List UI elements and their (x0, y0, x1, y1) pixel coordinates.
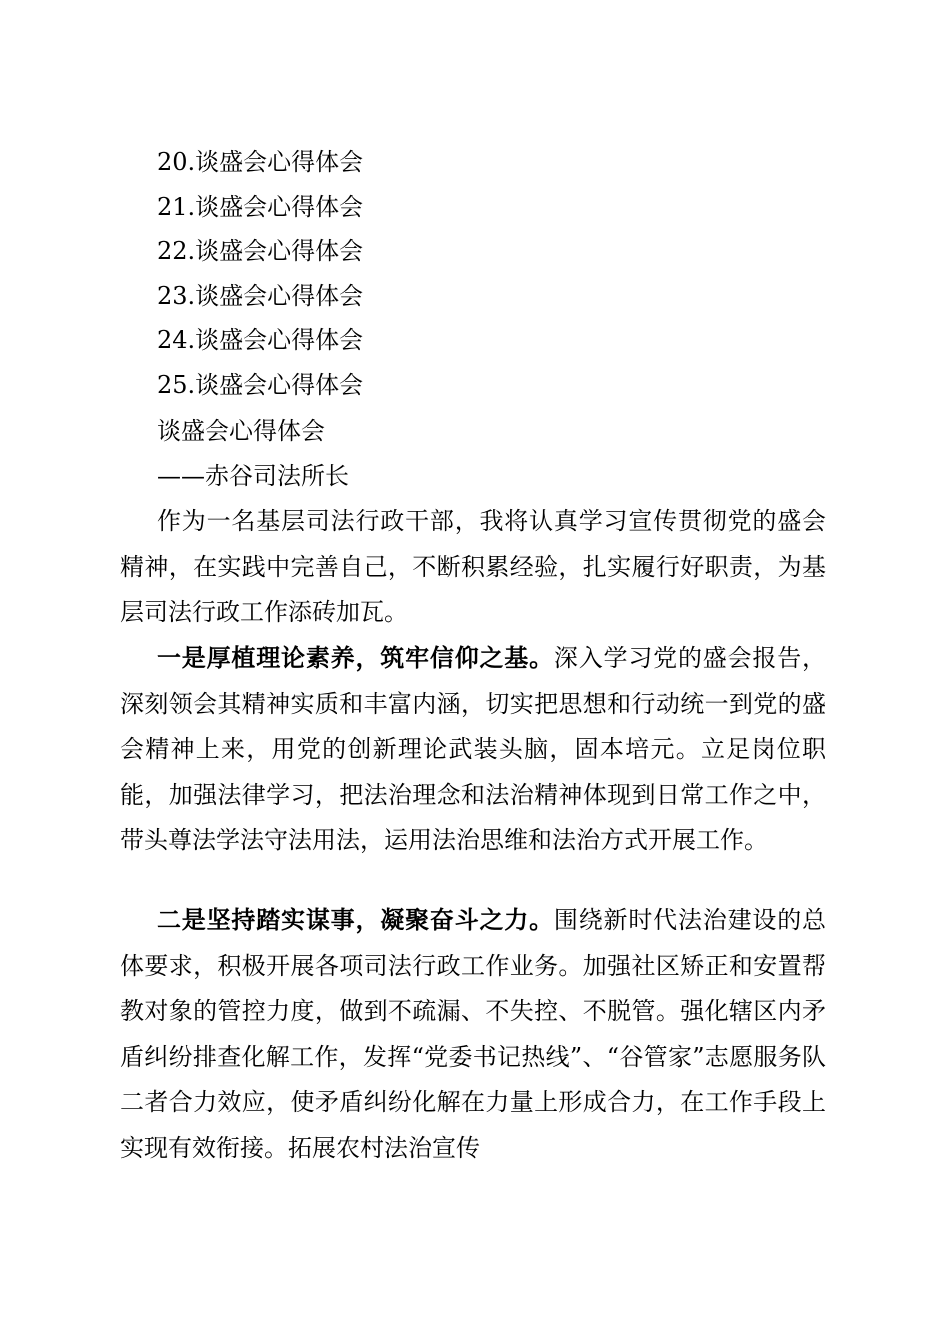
toc-item: 23.谈盛会心得体会 (157, 281, 364, 310)
article-byline: ——赤谷司法所长 (157, 462, 349, 490)
table-of-contents (157, 140, 363, 408)
toc-item: 20.谈盛会心得体会 (157, 148, 364, 176)
toc-item: 21.谈盛会心得体会 (157, 192, 364, 221)
toc-item: 25.谈盛会心得体会 (157, 370, 364, 399)
paragraph-one (120, 635, 826, 864)
paragraph-one-heading: 一是厚植理论素养，筑牢信仰之基。 (157, 643, 554, 672)
toc-item: 22.谈盛会心得体会 (157, 237, 364, 266)
article-title: 谈盛会心得体会 (157, 417, 325, 445)
toc-item: 24.谈盛会心得体会 (157, 326, 364, 355)
paragraph-two-heading: 二是坚持踏实谋事，凝聚奋斗之力。 (157, 905, 554, 934)
paragraph-two (120, 897, 826, 1171)
paragraph-two-body: 围绕新时代法治建设的总体要求，积极开展各项司法行政工作业务。加强社区矫正和安置帮教对象的管控力度，做到不疏漏、不失控、不脱管。强化辖区内矛盾纠纷排查化解工作，发挥“党委书记热线”、“谷管家”志愿服务队二者合力效应，使矛盾纠纷化解在力量上形成合力，在工作手段上实现有效衔接。拓展农村法治宣传 (120, 906, 826, 1162)
intro-paragraph: 作为一名基层司法行政干部，我将认真学习宣传贯彻党的盛会精神，在实践中完善自己，不断积累经验，扎实履行好职责，为基层司法行政工作添砖加瓦。 (120, 507, 826, 626)
paragraph-one-body: 深入学习党的盛会报告，深刻领会其精神实质和丰富内涵，切实把思想和行动统一到党的盛会精神上来，用党的创新理论武装头脑，固本培元。立足岗位职能，加强法律学习，把法治理念和法治精神体现到日常工作之中，带头尊法学法守法用法，运用法治思维和法治方式开展工作。 (120, 644, 826, 854)
